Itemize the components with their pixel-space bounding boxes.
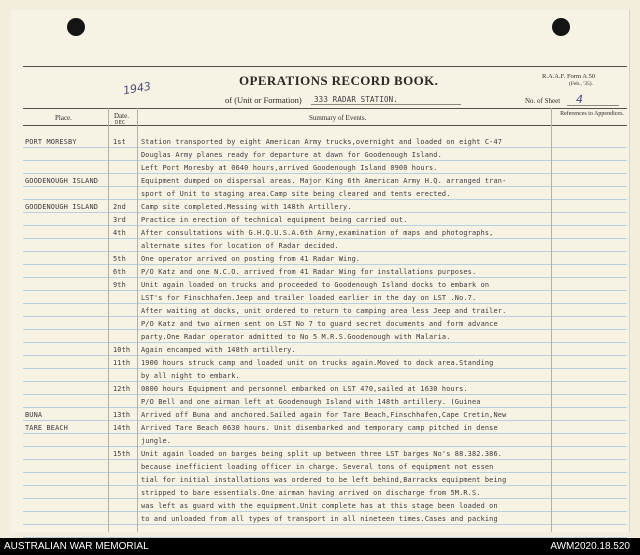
row-date: 13th xyxy=(113,411,131,419)
row-summary: Unit again loaded on barges being split up between three LST barges No's 88.382.386. xyxy=(141,450,503,458)
column-header-summary: Summary of Events. xyxy=(309,114,367,122)
ruled-line xyxy=(23,199,627,200)
ruled-line xyxy=(23,498,627,499)
ruled-line xyxy=(23,251,627,252)
ruled-line xyxy=(23,355,627,356)
row-date: 4th xyxy=(113,229,126,237)
row-summary: Practice in erection of technical equipment being carried out. xyxy=(141,216,408,224)
ruled-line xyxy=(23,524,627,525)
row-summary: Camp site completed.Messing with 148th Artillery. xyxy=(141,203,352,211)
row-date: 2nd xyxy=(113,203,126,211)
ruled-line xyxy=(23,342,627,343)
ruled-line xyxy=(23,277,627,278)
archive-footer xyxy=(0,538,640,555)
ruled-line xyxy=(23,407,627,408)
row-date: 6th xyxy=(113,268,126,276)
row-place: TARE BEACH xyxy=(25,424,68,432)
row-summary: P/O Bell and one airman left at Goodenough Island with 148th artillery. (Guinea xyxy=(141,398,481,406)
document-sheet xyxy=(11,10,630,532)
form-code: R.A.A.F. Form A.50 xyxy=(542,73,596,80)
ruled-line xyxy=(23,303,627,304)
row-summary: 0800 hours Equipment and personnel embarked on LST 470,sailed at 1630 hours. xyxy=(141,385,468,393)
row-date: 12th xyxy=(113,385,131,393)
row-date: 1st xyxy=(113,138,126,146)
sheet-underline xyxy=(567,105,619,106)
row-summary: P/O Katz and one N.C.O. arrived from 41 Radar Wing for installations purposes. xyxy=(141,268,477,276)
ruled-line xyxy=(23,394,627,395)
ruled-line xyxy=(23,264,627,265)
ruled-line xyxy=(23,160,627,161)
row-date: 5th xyxy=(113,255,126,263)
row-summary: by all night to embark. xyxy=(141,372,240,380)
ruled-line xyxy=(23,290,627,291)
ruled-line xyxy=(23,329,627,330)
year-handwritten: 1943 xyxy=(122,79,152,98)
form-date: (Feb., '35). xyxy=(569,81,593,87)
ruled-line xyxy=(23,212,627,213)
row-date: 11th xyxy=(113,359,131,367)
date-column-divider xyxy=(137,108,138,532)
row-summary: 1900 hours struck camp and loaded unit on trucks again.Moved to dock area.Standing xyxy=(141,359,494,367)
row-summary: Arrived Tare Beach 0630 hours. Unit disembarked and temporary camp pitched in dense xyxy=(141,424,498,432)
column-header-refs: References to Appendices. xyxy=(560,111,624,117)
row-summary: Equipment dumped on dispersal areas. Major King 6th American Army H.Q. arranged tran- xyxy=(141,177,507,185)
ruled-line xyxy=(23,316,627,317)
unit-prefix: of (Unit or Formation) xyxy=(225,95,302,105)
row-date: 3rd xyxy=(113,216,126,224)
row-summary: tial for initial installations was ordered to be left behind,Barracks equipment being xyxy=(141,476,507,484)
row-summary: to and unloaded from all types of transport in all nineteen times.Cases and packing xyxy=(141,515,498,523)
column-header-month: DEC xyxy=(115,120,126,126)
unit-underline xyxy=(311,104,461,105)
ruled-line xyxy=(23,368,627,369)
ruled-line xyxy=(23,225,627,226)
ruled-line xyxy=(23,459,627,460)
row-summary: Left Port Moresby at 0640 hours,arrived Goodenough Island 0900 hours. xyxy=(141,164,438,172)
form-title: OPERATIONS RECORD BOOK. xyxy=(239,73,439,88)
row-place: BUNA xyxy=(25,411,43,419)
ruled-line xyxy=(23,485,627,486)
column-header-rule xyxy=(23,125,627,126)
row-summary: Station transported by eight American Army trucks,overnight and loaded on eight C-47 xyxy=(141,138,503,146)
place-column-divider xyxy=(108,108,109,532)
row-summary: was left as guard with the equipment.Unit complete has at this stage been loaded on xyxy=(141,502,498,510)
column-header-date: Date. xyxy=(114,112,129,120)
row-place: PORT MORESBY xyxy=(25,138,77,146)
footer-institution: AUSTRALIAN WAR MEMORIAL xyxy=(4,541,149,552)
header-top-rule xyxy=(23,66,627,67)
row-summary: Douglas Army planes ready for departure at dawn for Goodenough Island. xyxy=(141,151,442,159)
footer-accession: AWM2020.18.520 xyxy=(550,541,630,552)
ruled-line xyxy=(23,381,627,382)
row-date: 15th xyxy=(113,450,131,458)
row-summary: party.One Radar operator admitted to No 5 M.R.S.Goodenough with Malaria. xyxy=(141,333,451,341)
row-date: 14th xyxy=(113,424,131,432)
row-place: GOODENOUGH ISLAND xyxy=(25,203,99,211)
sheet-label: No. of Sheet xyxy=(525,97,561,105)
ruled-line xyxy=(23,511,627,512)
row-date: 9th xyxy=(113,281,126,289)
row-summary: After waiting at docks, unit ordered to return to camping area less Jeep and trailer. xyxy=(141,307,507,315)
header-bottom-rule xyxy=(23,108,627,109)
column-header-place: Place. xyxy=(55,114,72,122)
ruled-line xyxy=(23,173,627,174)
row-summary: because inefficient loading officer in charge. Several tons of equipment not essen xyxy=(141,463,494,471)
row-summary: One operator arrived on posting from 41 Radar Wing. xyxy=(141,255,361,263)
ruled-line xyxy=(23,238,627,239)
row-summary: alternate sites for location of Radar decided. xyxy=(141,242,339,250)
punch-hole-left xyxy=(67,18,85,36)
row-summary: LST's for Finschhafen.Jeep and trailer loaded earlier in the day on LST .No.7. xyxy=(141,294,477,302)
row-summary: sport of Unit to staging area.Camp site being cleared and tents erected. xyxy=(141,190,451,198)
row-summary: After consultations with G.H.Q.U.S.A.6th Army,examination of maps and photographs, xyxy=(141,229,494,237)
unit-name: 333 RADAR STATION. xyxy=(314,95,398,104)
row-summary: jungle. xyxy=(141,437,172,445)
ruled-line xyxy=(23,472,627,473)
ruled-line xyxy=(23,420,627,421)
ruled-line xyxy=(23,433,627,434)
ruled-line xyxy=(23,147,627,148)
row-place: GOODENOUGH ISLAND xyxy=(25,177,99,185)
row-summary: stripped to bare essentials.One airman having arrived on discharge from 5M.R.S. xyxy=(141,489,481,497)
row-summary: Arrived off Buna and anchored.Sailed again for Tare Beach,Finschhafen,Cape Cretin,New xyxy=(141,411,507,419)
row-summary: P/O Katz and two airmen sent on LST No 7 to guard secret documents and form advance xyxy=(141,320,498,328)
summary-column-divider xyxy=(551,108,552,532)
ruled-line xyxy=(23,186,627,187)
ruled-line xyxy=(23,446,627,447)
row-summary: Again encamped with 148th artillery. xyxy=(141,346,296,354)
sheet-number: 4 xyxy=(576,93,583,106)
row-summary: Unit again loaded on trucks and proceeded to Goodenough Island docks to embark on xyxy=(141,281,490,289)
row-date: 10th xyxy=(113,346,131,354)
punch-hole-right xyxy=(552,18,570,36)
